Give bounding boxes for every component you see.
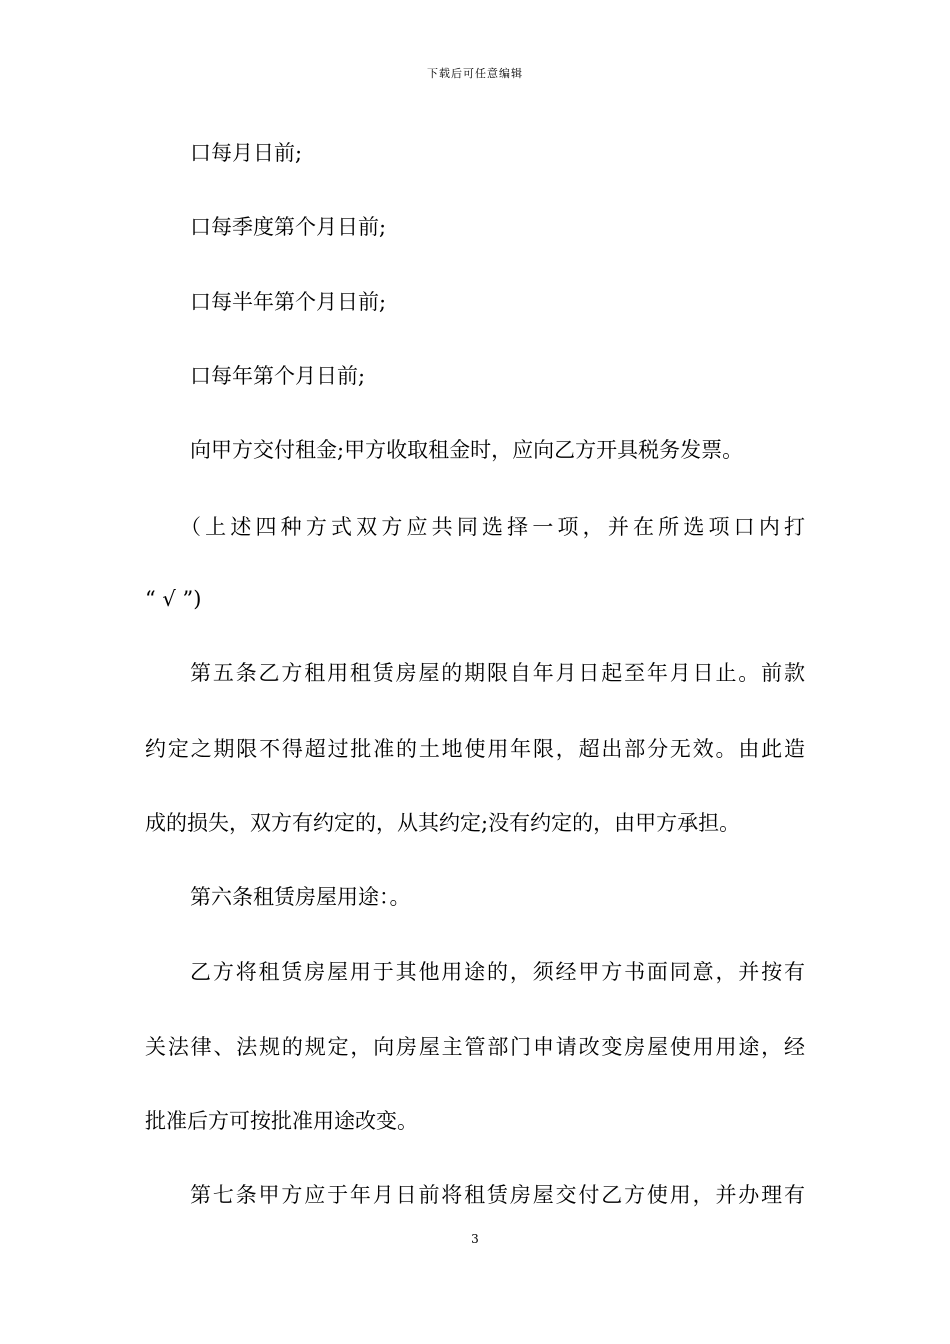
usage-line-3: 批准后方可按批准用途改变。 (145, 1109, 418, 1133)
article-7-line-1: 第七条甲方应于年月日前将租赁房屋交付乙方使用，并办理有 (190, 1183, 805, 1207)
article-5-line-2: 约定之期限不得超过批准的土地使用年限，超出部分无效。由此造 (145, 737, 805, 761)
payment-line: 向甲方交付租金;甲方收取租金时，应向乙方开具税务发票。 (190, 438, 744, 462)
choice-note-line-1: （上述四种方式双方应共同选择一项，并在所选项口内打 (180, 515, 805, 539)
article-6-line-1: 第六条租赁房屋用途：。 (190, 885, 411, 909)
header-note: 下载后可任意编辑 (427, 67, 523, 80)
usage-line-1: 乙方将租赁房屋用于其他用途的，须经甲方书面同意，并按有 (190, 960, 805, 984)
option-halfyear: 口每半年第个月日前; (190, 290, 387, 314)
article-5-line-3: 成的损失，双方有约定的，从其约定;没有约定的，由甲方承担。 (145, 811, 741, 835)
usage-line-2: 关法律、法规的规定，向房屋主管部门申请改变房屋使用用途，经 (145, 1035, 805, 1059)
option-yearly: 口每年第个月日前; (190, 364, 366, 388)
option-quarterly: 口每季度第个月日前; (190, 215, 387, 239)
page-number: 3 (471, 1232, 479, 1246)
option-monthly: 口每月日前; (190, 141, 303, 165)
choice-note-line-2: “ √ ”) (145, 587, 202, 611)
article-5-line-1: 第五条乙方租用租赁房屋的期限自年月日起至年月日止。前款 (190, 661, 805, 685)
